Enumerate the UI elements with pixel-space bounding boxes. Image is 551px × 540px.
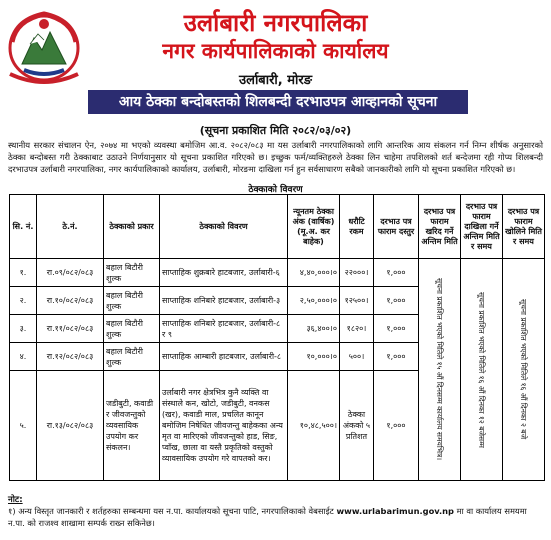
cell-fee: १,००० [374, 343, 419, 371]
header-buy-last: दरभाउ पत्र फाराम खरिद गर्ने अन्तिम मिति [419, 195, 461, 259]
notes-text-part1: १) अन्य विस्तृत जानकारी र शर्तहरुका सम्बन्धमा यस न.पा. कार्यालयको सूचना पाटि, नगरपालिकाको वेबसाईट [8, 506, 337, 516]
cell-fee: १,००० [374, 287, 419, 315]
intro-paragraph: स्थानीय सरकार संचालन ऐन, २०७४ मा भएको व्यवस्था बमोजिम आ.व. २०८२/०८३ मा यस उर्लाबारी नगरपालिकाको लागि आन्तरिक आय संकलन गर्न निम्न शीर्षक अनुसारको ठेक्का बन्दोबस्त गरी ठेक्काबाट उठाउने निर्णयानुसार यो सूचना प्रकाशित गरिएको छ। इच्छुक फर्म/व्यक्तिहरुले ठेक्का लिन चाहेमा तपशिलको शर्त बन्देजमा रही गोप्य शिलबन्दी दरभाउपत्र उर्लाबारी नगरपालिका, नगर कार्यपालिकाको कार्यालय, उर्लाबारी, मोरङमा दाखिला गर्न हुन सर्वसाधारण सबैको जानकारीको लागि यो सूचना प्रकाशित गरिएको छ। [8, 140, 543, 174]
cell-detail: साप्ताहिक शनिबारे हाटबजार, उर्लाबारी-३ [160, 287, 288, 315]
cell-min-amount: १०,४८,५००। [288, 371, 340, 481]
cell-type: बहाल बिटौरी शुल्क [104, 343, 160, 371]
cell-min-amount: ४,४०,०००।० [288, 259, 340, 287]
cell-submit-last-merged [461, 259, 503, 481]
table-header-row [10, 195, 545, 259]
cell-detail: साप्ताहिक आम्बारी हाटबजार, उर्लाबारी-८ [160, 343, 288, 371]
cell-sn: १. [10, 259, 37, 287]
cell-detail: उर्लाबारी नगर क्षेत्रभित्र कुनै व्यक्ति वा संस्थाले कन, खोटो, जडीबुटी, वनकस (खर), कवाडी माल, प्रचलित कानून बमोजिम निषेधित जीवजन्तु बाहेकका अन्य मृत वा मारिएको जीवजन्तुको हाड, सिङ, प्वाँख, छाला वा यस्तै प्रकृतिको वस्तुको व्यावसायिक उपयोग गरे वापतको कर। [160, 371, 288, 481]
cell-type: बहाल बिटौरी शुल्क [104, 287, 160, 315]
office-location: उर्लाबारी, मोरङ [239, 73, 312, 88]
submit-last-text: सूचना प्रकाशित भएको मितिले १६ औं दिनका १२ बजेसम्म [477, 291, 486, 448]
cell-contract-no: रा.१३/०८२/०८३ [37, 371, 104, 481]
cell-deposit: ठेक्का अंकको ५ प्रतिशत [340, 371, 374, 481]
cell-type: बहाल बिटौरी शुल्क [104, 259, 160, 287]
notice-title-banner: आय ठेक्का बन्दोबस्तको शिलबन्दी दरभाउपत्र आव्हानको सूचना [88, 90, 468, 114]
notes-text-part2: मा वा कार्यालय समयमा न.पा. को राजश्व शाखामा सम्पर्क राख्न सकिनेछ। [8, 506, 527, 528]
header-contract-no: ठे.नं. [37, 195, 104, 259]
cell-sn: ३. [10, 315, 37, 343]
cell-deposit: २२०००। [340, 259, 374, 287]
cell-type: बहाल बिटौरी शुल्क [104, 315, 160, 343]
cell-contract-no: रा.१२/०८२/०८३ [37, 343, 104, 371]
cell-sn: २. [10, 287, 37, 315]
cell-sn: ५. [10, 371, 37, 481]
contract-table [9, 194, 545, 481]
table-caption: ठेक्काको विवरण [248, 185, 303, 195]
table-row [10, 259, 545, 287]
notes-heading: नोट: [8, 495, 23, 505]
header-submit-last: दरभाउ पत्र फाराम दाखिला गर्ने अन्तिम मिति र समय [461, 195, 503, 259]
cell-type: जडीबुटी, कवाडी र जीवजन्तुको व्यवसायिक उपयोग कर संकलन। [104, 371, 160, 481]
header-detail: ठेक्काको विवरण [160, 195, 288, 259]
office-name: नगर कार्यपालिकाको कार्यालय [162, 39, 389, 63]
cell-min-amount: १०,०००।० [288, 343, 340, 371]
cell-open-time-merged [503, 259, 545, 481]
cell-buy-last-merged [419, 259, 461, 481]
cell-fee: १,००० [374, 315, 419, 343]
header-open-time: दरभाउ पत्र फाराम खोलिने मिति र समय [503, 195, 545, 259]
org-name: उर्लाबारी नगरपालिका [183, 9, 368, 37]
header-type: ठेक्काको प्रकार [104, 195, 160, 259]
cell-detail: साप्ताहिक शनिबारे हाटबजार, उर्लाबारी-८ र ९ [160, 315, 288, 343]
publish-date: (सूचना प्रकाशित मिति २०८२/०३/०२) [199, 124, 352, 137]
open-time-text: सूचना प्रकाशित भएको मितिले १६ औं दिनका २ बजे [519, 299, 528, 440]
cell-contract-no: रा.०९/०८२/०८३ [37, 259, 104, 287]
cell-min-amount: २,५०,०००।० [288, 287, 340, 315]
cell-deposit: ५००। [340, 343, 374, 371]
cell-deposit: १२५००। [340, 287, 374, 315]
cell-contract-no: रा.११/०८२/०८३ [37, 315, 104, 343]
header-min-amount: न्यूनतम ठेक्का अंक (वार्षिक) (मू.अ. कर बाहेक) [288, 195, 340, 259]
website-link[interactable]: www.urlabarimun.gov.np [336, 506, 454, 516]
cell-min-amount: ३६,४००।० [288, 315, 340, 343]
header-fee: दरभाउ पत्र फाराम दस्तुर [374, 195, 419, 259]
header-deposit: धरौटि रकम [340, 195, 374, 259]
cell-fee: १,००० [374, 371, 419, 481]
cell-sn: ४. [10, 343, 37, 371]
cell-deposit: १८२०। [340, 315, 374, 343]
cell-contract-no: रा.१०/०८२/०८३ [37, 287, 104, 315]
header-sn: सि. नं. [10, 195, 37, 259]
cell-detail: साप्ताहिक शुक्रबारे हाटबजार, उर्लाबारी-६ [160, 259, 288, 287]
cell-fee: १,००० [374, 259, 419, 287]
buy-last-text: सूचना प्रकाशित भएको मितिले १५ औं दिनसम्म कार्यालय समयभित्र। [435, 278, 444, 461]
notes-text [8, 505, 543, 529]
